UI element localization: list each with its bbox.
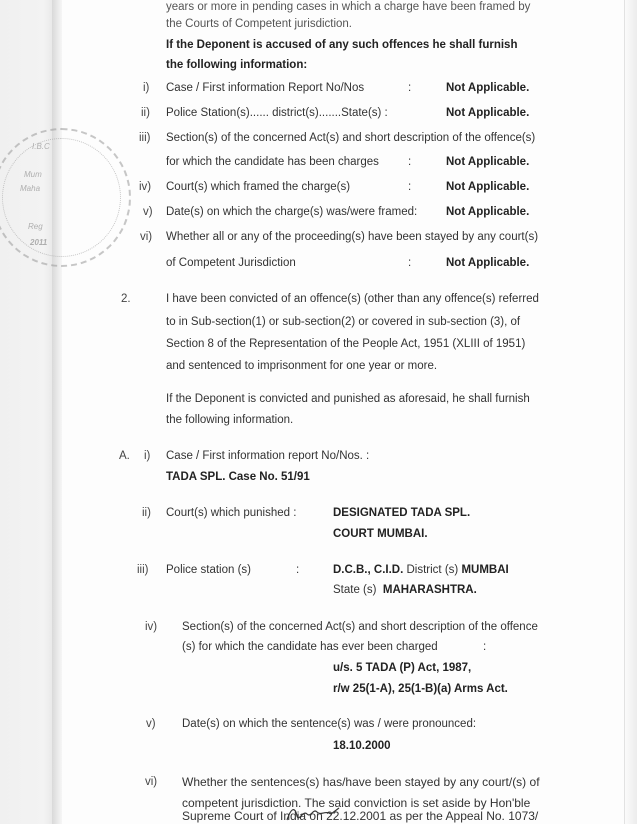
stamp-text: I.B.C	[32, 142, 50, 151]
notary-stamp	[0, 128, 131, 267]
item-label-continued: for which the candidate has been charges	[166, 156, 379, 168]
item-label: Section(s) of the concerned Act(s) and short description of the offence(s)	[166, 132, 536, 144]
item-colon: :	[408, 82, 412, 94]
item-value: DESIGNATED TADA SPL.	[333, 507, 471, 519]
item-value: Not Applicable.	[446, 107, 530, 119]
item-label: Date(s) on which the charge(s) was/were framed:	[166, 206, 418, 218]
item-label: Date(s) on which the sentence(s) was / were pronounced:	[182, 718, 477, 730]
handwritten-signature	[283, 804, 343, 824]
item-value	[333, 563, 509, 577]
item-label: Section(s) of the concerned Act(s) and short description of the offence	[182, 621, 538, 633]
intro-bold-line: the following information:	[166, 59, 308, 71]
item-label: Police Station(s)...... district(s).......State(s) :	[166, 107, 388, 119]
item-colon: :	[408, 181, 412, 193]
item-number: iii)	[139, 132, 151, 144]
scanned-margin	[0, 0, 55, 824]
item-number: ii)	[142, 507, 151, 519]
item-number: v)	[143, 206, 153, 218]
item-label: Whether all or any of the proceeding(s) have been stayed by any court(s)	[166, 231, 539, 243]
item-label: Court(s) which punished :	[166, 507, 297, 519]
item-value: Not Applicable.	[446, 181, 530, 193]
item-number: v)	[146, 718, 156, 730]
item-colon: :	[483, 641, 487, 653]
section2-followup: If the Deponent is convicted and punished as aforesaid, he shall furnish	[166, 393, 530, 405]
item-label: Court(s) which framed the charge(s)	[166, 181, 351, 193]
item-value: Not Applicable.	[446, 206, 530, 218]
intro-line: the Courts of Competent jurisdiction.	[166, 18, 353, 30]
item-label-continued: (s) for which the candidate has ever been charged	[182, 641, 438, 653]
item-number: i)	[144, 450, 151, 462]
item-value: Not Applicable.	[446, 257, 530, 269]
item-number: iii)	[137, 564, 149, 576]
item-colon: :	[408, 156, 412, 168]
value-part: D.C.B., C.I.D.	[333, 564, 404, 576]
stamp-text: Mum	[24, 170, 42, 179]
item-number: vi)	[145, 776, 158, 788]
intro-line: years or more in pending cases in which a charge have been framed by	[166, 1, 531, 13]
item-number: iv)	[139, 181, 152, 193]
section2-followup: the following information.	[166, 414, 294, 426]
item-number: vi)	[140, 231, 153, 243]
stamp-text: Reg	[28, 222, 43, 231]
page-fold-shadow	[52, 0, 62, 824]
item-value: Not Applicable.	[446, 156, 530, 168]
value-part: MUMBAI	[461, 564, 509, 576]
item-line: Whether the sentences(s) has/have been stayed by any court/(s) of	[182, 775, 540, 789]
item-value: u/s. 5 TADA (P) Act, 1987,	[333, 662, 472, 674]
section-number: 2.	[121, 293, 131, 305]
item-value: COURT MUMBAI.	[333, 528, 428, 540]
item-line: Supreme Court of India on 22.12.2001 as per the Appeal No. 1073/	[182, 809, 539, 823]
item-value: TADA SPL. Case No. 51/91	[166, 471, 310, 483]
value-part: MAHARASHTRA.	[382, 584, 477, 596]
item-value: r/w 25(1-A), 25(1-B)(a) Arms Act.	[333, 683, 508, 695]
stamp-text: 2011	[30, 238, 48, 247]
item-value: Not Applicable.	[446, 82, 530, 94]
item-number: iv)	[145, 621, 158, 633]
item-colon: :	[296, 564, 300, 576]
item-value	[333, 583, 477, 597]
item-colon: :	[408, 257, 412, 269]
item-number: i)	[143, 82, 150, 94]
value-part: District (s)	[406, 564, 459, 576]
intro-bold-line: If the Deponent is accused of any such offences he shall furnish	[166, 39, 518, 51]
item-label-continued: of Competent Jurisdiction	[166, 257, 296, 269]
part-letter: A.	[119, 450, 130, 462]
section2-line: and sentenced to imprisonment for one year or more.	[166, 360, 438, 372]
value-part: State (s)	[333, 584, 377, 596]
item-value: 18.10.2000	[333, 740, 391, 752]
section2-line: I have been convicted of an offence(s) (other than any offence(s) referred	[166, 293, 539, 305]
section2-line: to in Sub-section(1) or sub-section(2) or covered in sub-section (3), of	[166, 316, 521, 328]
item-label: Case / First information report No/Nos. :	[166, 450, 370, 462]
stamp-text: Maha	[20, 184, 41, 193]
section2-line: Section 8 of the Representation of the People Act, 1951 (XLIII of 1951)	[166, 338, 526, 350]
item-label: Case / First information Report No/Nos	[166, 82, 365, 94]
item-label: Police station (s)	[166, 564, 252, 576]
item-number: ii)	[141, 107, 150, 119]
page-right-edge	[624, 0, 637, 824]
item-line: competent jurisdiction. The said conviction is set aside by Hon'ble	[182, 796, 531, 810]
